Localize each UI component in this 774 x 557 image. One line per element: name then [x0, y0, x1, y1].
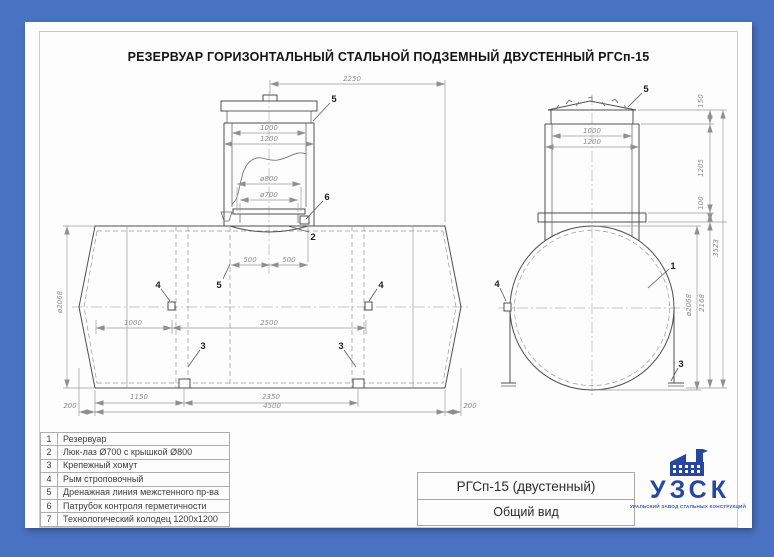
table-row	[41, 433, 230, 446]
logo-abbr: УЗСК	[650, 476, 730, 504]
callout-6: 6	[324, 192, 330, 203]
title-block-view: Общий вид	[417, 498, 635, 526]
table-row	[41, 513, 230, 526]
table-row	[41, 486, 230, 499]
callout-4: 4	[494, 279, 500, 290]
callout-3: 3	[678, 359, 684, 370]
part-name: Люк-лаз Ø700 с крышкой Ø800	[58, 446, 230, 459]
dim-end-left: 200	[63, 402, 77, 410]
dim-half-right: 500	[282, 256, 296, 264]
part-number: 5	[41, 486, 58, 499]
table-row	[41, 446, 230, 459]
callout-2: 2	[310, 232, 316, 243]
dim-well-height: 1205	[697, 159, 705, 177]
callout-3: 3	[200, 341, 206, 352]
part-number: 1	[41, 433, 58, 446]
callout-5: 5	[331, 94, 337, 105]
dim-flange-height: 100	[697, 196, 705, 210]
dim-half-left: 500	[243, 256, 257, 264]
dim-end-dia: ø2068	[685, 293, 693, 317]
dim-hatch-dia: ø700	[260, 191, 278, 199]
part-name: Патрубок контроля герметичности	[58, 499, 230, 512]
part-number: 7	[41, 513, 58, 526]
dim-side-dia: ø2068	[56, 290, 64, 314]
factory-icon	[668, 448, 708, 477]
table-row	[41, 499, 230, 512]
table-row	[41, 473, 230, 486]
dim-eye-offset: 1000	[124, 319, 142, 327]
callout-5: 5	[643, 84, 649, 95]
callout-5: 5	[216, 280, 222, 291]
logo-tagline: УРАЛЬСКИЙ ЗАВОД СТАЛЬНЫХ КОНСТРУКЦИЙ	[629, 504, 747, 509]
dim-body-height: 2168	[698, 294, 706, 312]
dim-foot-span: 2350	[262, 393, 280, 401]
dim-foot-offset: 1150	[130, 393, 148, 401]
dim-cover-dia: ø800	[260, 175, 278, 183]
part-number: 3	[41, 459, 58, 472]
parts-list	[40, 432, 230, 527]
callout-4: 4	[155, 280, 161, 291]
dim-side-well-outer: 1200	[260, 135, 278, 143]
callout-1: 1	[670, 261, 676, 272]
part-name: Крепежный хомут	[58, 459, 230, 472]
part-name: Рым строповочный	[58, 473, 230, 486]
dim-end-well-inner: 1000	[583, 127, 601, 135]
callout-3: 3	[338, 341, 344, 352]
dim-eye-span: 2500	[260, 319, 278, 327]
title-block-model: РГСп-15 (двустенный)	[417, 472, 635, 500]
dim-total-height: 3523	[712, 239, 720, 257]
table-row	[41, 459, 230, 472]
dim-end-well-outer: 1200	[583, 138, 601, 146]
part-number: 2	[41, 446, 58, 459]
company-logo	[629, 448, 747, 509]
part-number: 6	[41, 499, 58, 512]
part-number: 4	[41, 473, 58, 486]
dim-end-right: 200	[463, 402, 477, 410]
part-name: Дренажная линия межстенного пр-ва	[58, 486, 230, 499]
drawing-title: РЕЗЕРВУАР ГОРИЗОНТАЛЬНЫЙ СТАЛЬНОЙ ПОДЗЕМНЫЙ ДВУСТЕННЫЙ РГСп-15	[127, 50, 650, 64]
dim-cover-height: 150	[697, 94, 705, 108]
dim-side-well-inner: 1000	[260, 124, 278, 132]
dim-side-span: 2250	[343, 75, 361, 83]
part-name: Технологический колодец 1200х1200	[58, 513, 230, 526]
callout-4: 4	[378, 280, 384, 291]
part-name: Резервуар	[58, 433, 230, 446]
dim-length: 4500	[263, 402, 281, 410]
